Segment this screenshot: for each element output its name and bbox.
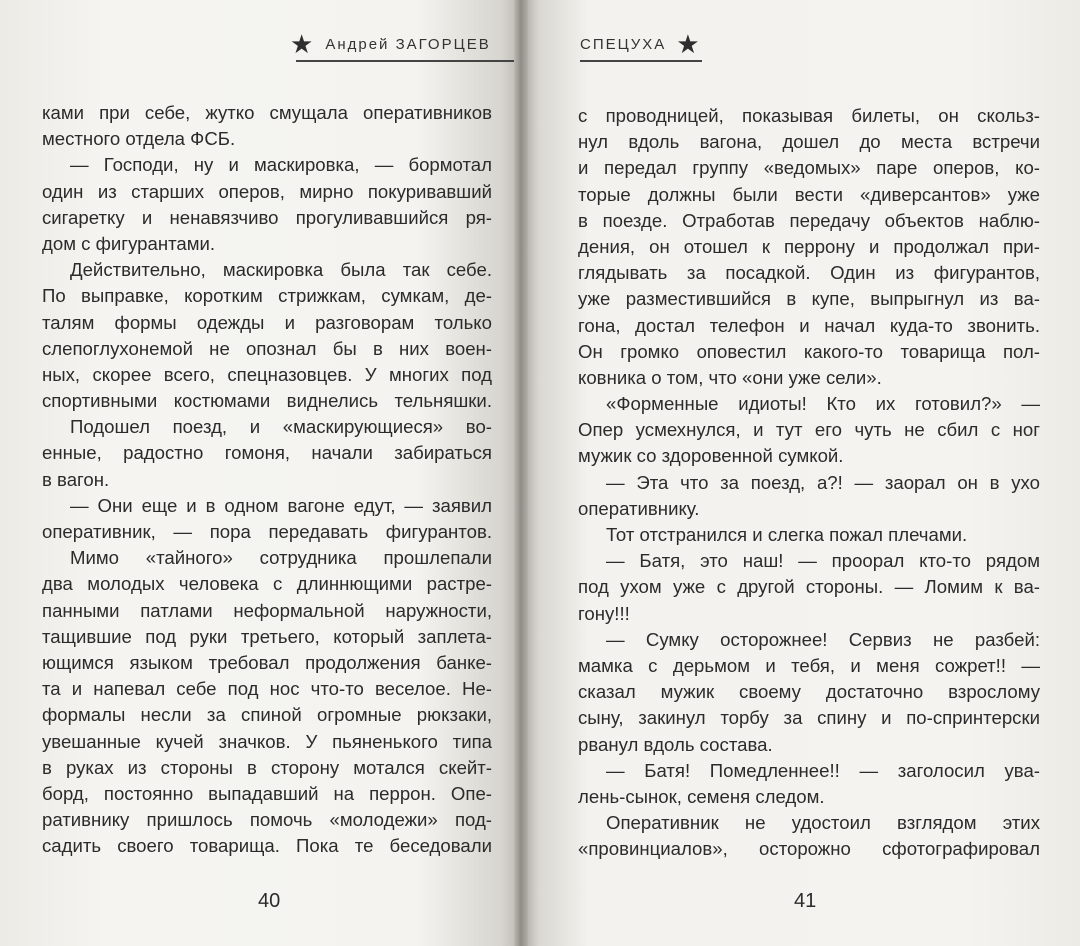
text-line: уже разместившийся в купе, выпрыгнул из ва- bbox=[578, 288, 1040, 310]
text-line: оперативник, — пора передавать фигурантов. bbox=[42, 521, 492, 542]
book-spine-gutter bbox=[514, 0, 528, 946]
text-line: «провинциалов», осторожно сфотографировал bbox=[578, 838, 1040, 860]
page-number-right: 41 bbox=[794, 890, 817, 912]
text-line: рванул вдоль состава. bbox=[578, 733, 773, 755]
text-line: увешанные кучей значков. У пьяненького типа bbox=[42, 730, 492, 752]
header-rule bbox=[296, 60, 521, 62]
text-line: сыну, закинул торбу за спину и по-спринтерски bbox=[578, 707, 1040, 729]
text-line: енные, радостно гомоня, начали забираться bbox=[42, 442, 492, 464]
text-line: мамка с дерьмом и тебя, и меня сожрет!! — bbox=[578, 654, 1040, 676]
text-line: в руках из стороны в сторону мотался скейт- bbox=[42, 756, 492, 778]
text-line: с проводницей, показывая билеты, он скольз- bbox=[578, 105, 1040, 126]
text-line: дения, он отошел к перрону и продолжал при- bbox=[578, 235, 1040, 257]
text-line: — Сумку осторожнее! Сервиз не разбей: bbox=[606, 628, 1040, 650]
header-rule bbox=[580, 60, 702, 62]
text-line: в вагон. bbox=[42, 468, 110, 490]
right-page bbox=[522, 0, 1080, 946]
text-line: Опер усмехнулся, и тут его чуть не сбил с ног bbox=[578, 419, 1040, 441]
left-page-text bbox=[42, 100, 492, 859]
text-line: — Батя! Помедленнее!! — заголосил ува- bbox=[606, 759, 1040, 781]
text-line: и передал группу «ведомых» паре оперов, ко- bbox=[578, 157, 1040, 179]
text-line: та и напевал себе под нос что-то веселое. Не- bbox=[42, 678, 492, 700]
text-line: гона, достал телефон и начал куда-то звонить. bbox=[578, 314, 1040, 336]
text-line: сигаретку и ненавязчиво прогуливавшийся ря- bbox=[42, 206, 492, 228]
text-line: нул вдоль вагона, дошел до места встречи bbox=[578, 131, 1040, 153]
right-page-text bbox=[578, 103, 1040, 862]
text-line: Тот отстранился и слегка пожал плечами. bbox=[606, 524, 968, 545]
text-line: — Эта что за поезд, а?! — заорал он в ухо bbox=[606, 471, 1040, 493]
left-page bbox=[0, 0, 522, 946]
page-number-left: 40 bbox=[258, 890, 281, 912]
text-line: мужик со здоровенной сумкой. bbox=[578, 445, 844, 467]
text-line: тащившие под руки третьего, который заплета- bbox=[42, 625, 492, 647]
text-line: «Форменные идиоты! Кто их готовил?» — bbox=[606, 393, 1040, 415]
text-line: садить своего товарища. Пока те беседовали bbox=[42, 835, 492, 857]
text-line: дом с фигурантами. bbox=[42, 232, 216, 254]
text-line: сказал мужик своему достаточно взрослому bbox=[578, 681, 1040, 703]
text-line: По выправке, коротким стрижкам, сумкам, де- bbox=[42, 285, 492, 307]
text-line: талям формы одежды и разговорам только bbox=[42, 311, 492, 333]
text-line: ющимся языком требовал продолжения банке- bbox=[42, 651, 492, 673]
text-line: ных, скорее всего, спецназовцев. У многих под bbox=[42, 363, 492, 385]
text-line: глядывать за посадкой. Один из фигурантов, bbox=[578, 262, 1040, 284]
text-line: два молодых человека с длиннющими растре- bbox=[42, 573, 492, 595]
text-line: ративнику пришлось помочь «молодежи» под- bbox=[42, 809, 492, 831]
text-line: торые должны были вести «диверсантов» уже bbox=[578, 183, 1040, 205]
text-line: ками при себе, жутко смущала оперативников bbox=[42, 102, 492, 123]
text-line: один из старших оперов, мирно покуривавший bbox=[42, 180, 492, 202]
text-line: гону!!! bbox=[578, 602, 630, 624]
text-line: в поезде. Отработав передачу объектов наблю- bbox=[578, 209, 1040, 231]
text-line: лень-сынок, семеня следом. bbox=[578, 785, 825, 807]
text-line: панными патлами неформальной наружности, bbox=[42, 599, 492, 621]
text-line: борд, постоянно выпадавший на перрон. Опе- bbox=[42, 782, 492, 804]
text-line: Оперативник не удостоил взглядом этих bbox=[606, 812, 1040, 834]
running-header-left bbox=[290, 24, 491, 64]
header-title: СПЕЦУХА bbox=[580, 35, 667, 53]
text-line: спортивными костюмами виднелись тельняшки. bbox=[42, 390, 492, 412]
text-line: Подошел поезд, и «маскирующиеся» во- bbox=[70, 416, 492, 438]
star-icon: ★ bbox=[676, 29, 702, 59]
running-header-right bbox=[580, 24, 702, 64]
text-line: слепоглухонемой не опознал бы в них воен- bbox=[42, 337, 492, 359]
text-line: — Они еще и в одном вагоне едут, — заявил bbox=[70, 494, 492, 516]
text-line: Он громко оповестил какого-то товарища пол- bbox=[578, 340, 1040, 362]
header-author: Андрей ЗАГОРЦЕВ bbox=[325, 35, 491, 53]
text-line: ковника о том, что «они уже сели». bbox=[578, 366, 882, 388]
text-line: Действительно, маскировка была так себе. bbox=[70, 259, 492, 281]
text-line: — Батя, это наш! — проорал кто-то рядом bbox=[606, 550, 1040, 572]
text-line: местного отдела ФСБ. bbox=[42, 128, 236, 150]
text-line: — Господи, ну и маскировка, — бормотал bbox=[70, 154, 492, 176]
text-line: формалы несли за спиной огромные рюкзаки, bbox=[42, 704, 492, 726]
text-line: оперативнику. bbox=[578, 497, 700, 519]
text-line: под ухом уже с другой стороны. — Ломим к ва- bbox=[578, 576, 1040, 598]
text-line: Мимо «тайного» сотрудника прошлепали bbox=[70, 547, 492, 569]
star-icon: ★ bbox=[290, 29, 316, 59]
